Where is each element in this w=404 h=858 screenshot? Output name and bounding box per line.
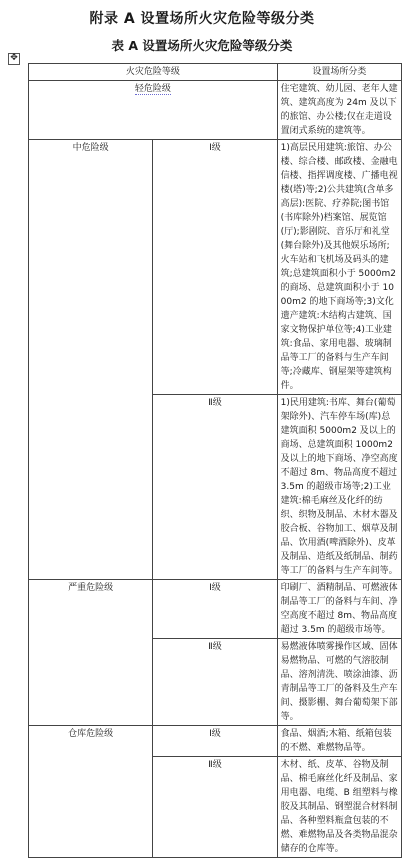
table-row-light	[29, 81, 402, 140]
grade-warehouse-1: Ⅰ级	[153, 726, 277, 757]
level-severe: 严重危险级	[29, 580, 153, 726]
desc-medium-1: 1)高层民用建筑:旅馆、办公楼、综合楼、邮政楼、金融电信楼、指挥调度楼、广播电视楼(塔)等;2)公共建筑(含单多高层):医院、疗养院;图书馆(书库除外)档案馆、展览馆(厅);影剧院、音乐厅和礼堂(舞台除外)及其他娱乐场所;火车站和飞机场及码头的建筑;总建筑面积小于 5000m2 的商场、总建筑面积小于 1000m2 的地下商场等;3)文化遗产建筑:木结构古建筑、国家文物保护单位等;4)工业建筑:食品、家用电器、玻璃制品等工厂的备料与生产车间等;冷藏库、钢屋架等建筑构件。	[277, 140, 401, 395]
desc-warehouse-2: 木材、纸、皮革、谷物及制品、棉毛麻丝化纤及制品、家用电器、电缆、B 组塑料与橡胶及其制品、钢塑混合材料制品、各种塑料瓶盒包装的不燃、难燃物品及各类物品混杂储存的仓库等。	[277, 757, 401, 858]
desc-light: 住宅建筑、幼儿园、老年人建筑、建筑高度为 24m 及以下的旅馆、办公楼;仅在走道设置闭式系统的建筑等。	[277, 81, 401, 140]
desc-severe-2: 易燃液体喷雾操作区域、固体易燃物品、可燃的气溶胶制品、溶剂清洗、喷涂油漆、沥青制品等工厂的备料及生产车间、摄影棚、舞台葡萄架下部等。	[277, 639, 401, 726]
doc-title: 附录 A 设置场所火灾危险等级分类	[89, 11, 315, 27]
desc-medium-2: 1)民用建筑:书库、舞台(葡萄架除外)、汽车停车场(库)总建筑面积 5000m2 及以上的商场、总建筑面积 1000m2 及以上的地下商场、净空高度不超过 8m、物品高度不超过 3.5m 的超级市场等;2)工业建筑:棉毛麻丝及化纤的纺织、织物及制品、木材木器及胶合板、谷物加工、烟草及制品、饮用酒(啤酒除外)、皮革及制品、造纸及纸制品、制药等工厂的备料与生产车间等。	[277, 395, 401, 580]
grade-medium-1: Ⅰ级	[153, 140, 277, 395]
header-level: 火灾危险等级	[29, 64, 278, 81]
level-medium: 中危险级	[29, 140, 153, 580]
level-warehouse: 仓库危险级	[29, 726, 153, 858]
header-category: 设置场所分类	[277, 64, 401, 81]
table-move-handle-icon[interactable]: ✥	[8, 53, 20, 65]
grade-severe-2: Ⅱ级	[153, 639, 277, 726]
table-header-row	[29, 64, 402, 81]
hazard-classification-table	[28, 63, 402, 858]
table-row-medium-1	[29, 140, 402, 395]
grade-medium-2: Ⅱ级	[153, 395, 277, 580]
table-title: 表 A 设置场所火灾危险等级分类	[111, 38, 293, 53]
desc-warehouse-1: 食品、烟酒;木箱、纸箱包装的不燃、难燃物品等。	[277, 726, 401, 757]
level-light	[29, 81, 278, 140]
desc-severe-1: 印刷厂、酒精制品、可燃液体制品等工厂的备料与车间、净空高度不超过 8m、物品高度超过 3.5m 的超级市场等。	[277, 580, 401, 639]
table-row-severe-1	[29, 580, 402, 639]
grade-severe-1: Ⅰ级	[153, 580, 277, 639]
table-row-warehouse-1	[29, 726, 402, 757]
grade-warehouse-2: Ⅱ级	[153, 757, 277, 858]
level-light-label: 轻危险级	[134, 84, 171, 94]
